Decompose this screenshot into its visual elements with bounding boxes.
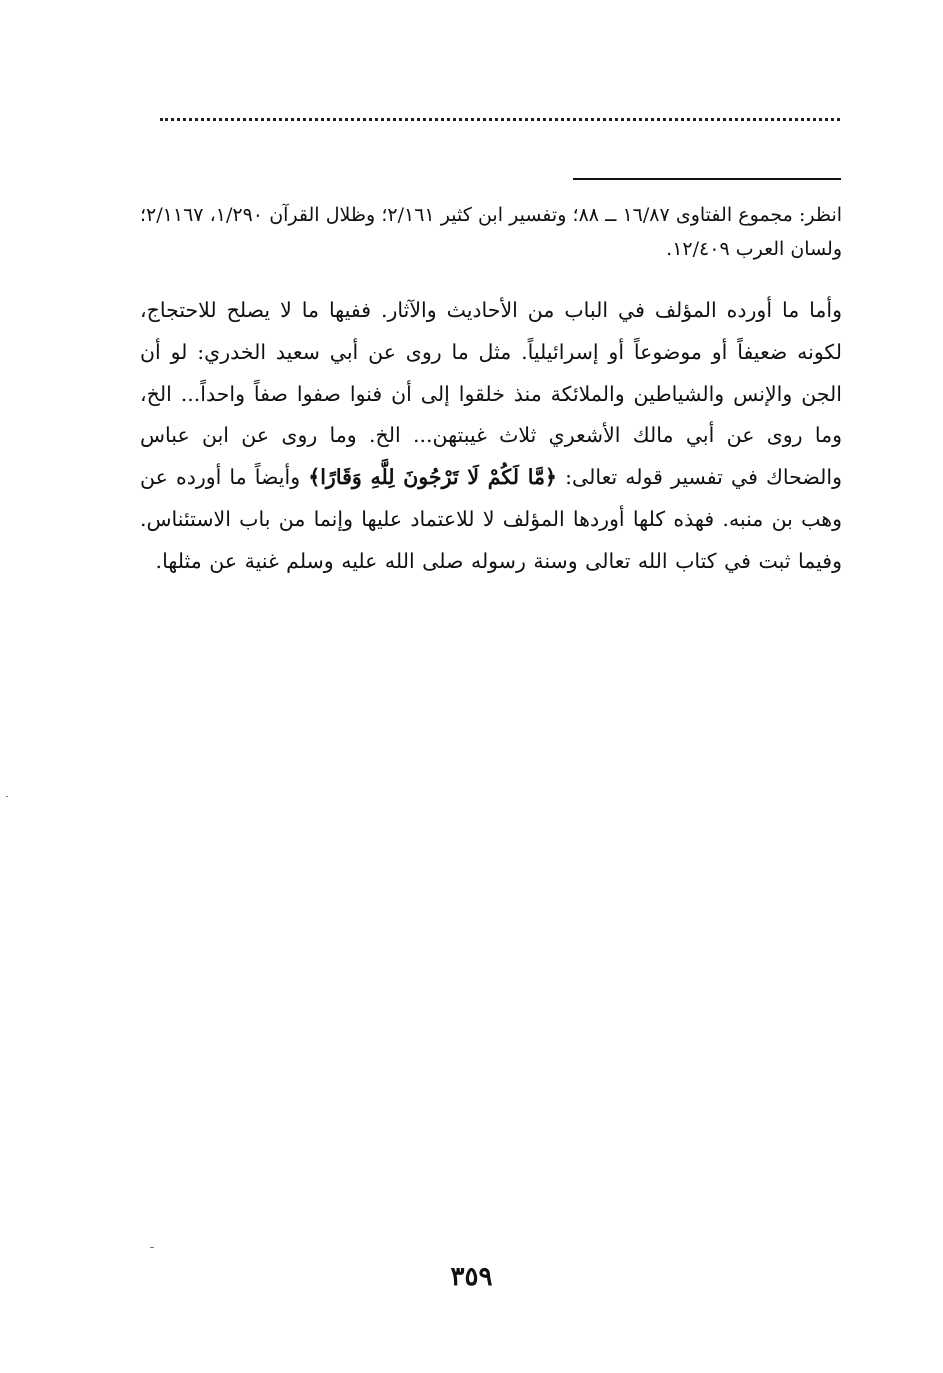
header-dotted-rule [160, 118, 840, 121]
quran-verse: ﴿مَّا لَكُمْ لَا تَرْجُونَ لِلَّهِ وَقَارًا﴾ [308, 465, 557, 490]
scan-speck [6, 796, 8, 797]
footnote-line-2: ١/٢٩٠، ٢/١١٦٧؛ ولسان العرب ١٢/٤٠٩. [140, 204, 842, 260]
main-paragraph [140, 290, 842, 583]
paragraph-part-2: وأيضاً ما أورده عن وهب بن منبه. فهذه كلها أوردها المؤلف لا للاعتماد عليها وإنما من باب الاستئناس. وفيما ثبت في كتاب الله تعالى وسنة رسوله صلى الله عليه وسلم غنية عن مثلها. [140, 465, 842, 573]
footnote-separator [573, 178, 841, 180]
paragraph-part-1: وأما ما أورده المؤلف في الباب من الأحاديث والآثار. ففيها ما لا يصلح للاحتجاج، لكونه ضعيفاً أو موضوعاً أو إسرائيلياً. مثل ما روى عن أبي سعيد الخدري: لو أن الجن والإنس والشياطين والملائكة منذ خلقوا إلى أن فنوا صفوا صفاً واحداً... الخ، وما روى عن أبي مالك الأشعري ثلاث غيبتهن... الخ. وما روى عن ابن عباس والضحاك في تفسير قوله تعالى: [140, 298, 842, 490]
footnote [140, 198, 842, 266]
scan-speck [150, 1247, 154, 1248]
page-number: ٣٥٩ [450, 1262, 493, 1292]
footnote-line-1: انظر: مجموع الفتاوى ١٦/٨٧ ــ ٨٨؛ وتفسير ابن كثير ٢/١٦١؛ وظلال القرآن [269, 204, 843, 226]
